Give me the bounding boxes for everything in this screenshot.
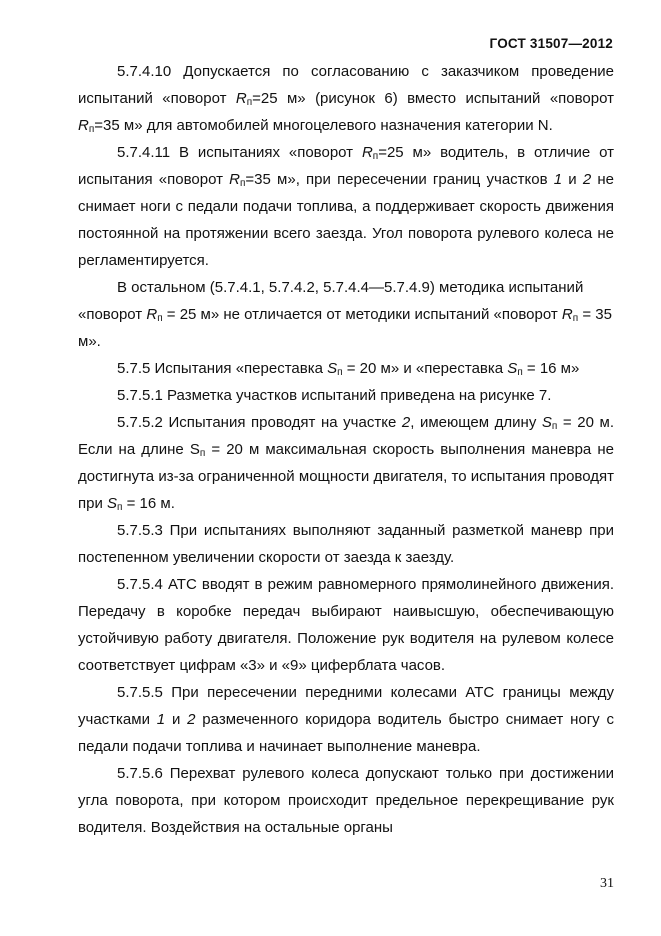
text-run: 5.7.4.10 Допускается по согласованию с заказчиком проведение испытаний «поворот xyxy=(78,63,614,107)
subscript: п xyxy=(88,124,95,135)
italic-text: S xyxy=(327,360,338,377)
italic-text: R xyxy=(561,306,573,323)
paragraph-p-5-7-5-4 xyxy=(78,571,614,679)
text-run: = 20 м максимальная скорость выполнения маневра не достигнута из-за ограниченной мощности двигателя, то испытания проводят при xyxy=(78,441,614,512)
subscript: п xyxy=(240,178,246,189)
text-run: В остальном (5.7.4.1, 5.7.4.2, 5.7.4.4—5.7.4.9) методика испытаний «поворот xyxy=(78,279,584,323)
paragraph-p-5-7-4-11 xyxy=(78,139,614,274)
subscript: п xyxy=(572,313,579,324)
text-run: , имеющем длину xyxy=(410,414,542,431)
text-run: =35 м», при пересечении границ участков xyxy=(245,171,554,188)
italic-text: S xyxy=(507,360,518,377)
text-run: 5.7.5 Испытания «переставка xyxy=(117,360,328,377)
italic-text: 2 xyxy=(187,711,196,728)
text-run: =25 м» водитель, в отличие от испытания «поворот xyxy=(78,144,615,188)
text-run: размеченного коридора водитель быстро снимает ногу с педали подачи топлива и начинает выполнение маневра. xyxy=(78,711,614,755)
text-run: 5.7.5.4 АТС вводят в режим равномерного прямолинейного движения. Передачу в коробке передач выбирают наивысшую, обеспечивающую устойчивую работу двигателя. Положение рук водителя на рулевом колесе соответствует цифрам «3» и «9» циферблата часов. xyxy=(78,576,614,674)
italic-text: R xyxy=(229,171,240,188)
subscript: п xyxy=(246,97,253,108)
italic-text: S xyxy=(541,414,552,431)
subscript: п xyxy=(117,502,123,513)
text-run: = 20 м» и «переставка xyxy=(342,360,508,377)
document-header: ГОСТ 31507—2012 xyxy=(489,36,613,51)
text-run: 5.7.5.3 При испытаниях выполняют заданный разметкой маневр при постепенном увеличении скорости от заезда к заезду. xyxy=(78,522,614,566)
text-run: и xyxy=(165,711,188,728)
subscript: п xyxy=(551,421,558,432)
text-run: 5.7.5.6 Перехват рулевого колеса допускают только при достижении угла поворота, при котором происходит предельное перекрещивание рук водителя. Воздействия на остальные органы xyxy=(78,765,614,836)
text-run: 5.7.5.5 При пересечении передними колесами АТС границы между участками xyxy=(78,684,614,728)
text-run: не снимает ноги с педали подачи топлива, а поддерживает скорость движения постоянной на протяжении всего заезда. Угол поворота рулевого колеса не регламентируется. xyxy=(78,171,615,269)
text-run: =25 м» (рисунок 6) вместо испытаний «поворот xyxy=(252,90,614,107)
italic-text: S xyxy=(107,495,118,512)
text-run: 5.7.5.1 Разметка участков испытаний приведена на рисунке 7. xyxy=(117,387,552,404)
document-body xyxy=(78,58,614,841)
paragraph-p-5-7-5-1 xyxy=(78,382,614,409)
subscript: п xyxy=(372,151,379,162)
text-run: = 16 м. xyxy=(122,495,175,512)
italic-text: R xyxy=(146,306,158,323)
paragraph-p-5-7-5-6 xyxy=(78,760,614,841)
text-run: =35 м» для автомобилей многоцелевого назначения категории N. xyxy=(94,117,553,134)
text-run: = 35 м». xyxy=(78,306,612,350)
subscript: п xyxy=(517,367,523,378)
text-run: и xyxy=(562,171,583,188)
text-run: 5.7.4.11 В испытаниях «поворот xyxy=(117,144,362,161)
text-run: = 25 м» не отличается от методики испытаний «поворот xyxy=(162,306,562,323)
italic-text: R xyxy=(78,117,89,134)
italic-text: R xyxy=(361,144,373,161)
page-number: 31 xyxy=(600,876,614,891)
italic-text: 1 xyxy=(553,171,563,188)
paragraph-p-5-7-5-5 xyxy=(78,679,614,760)
paragraph-p-5-7-4-10 xyxy=(78,58,614,139)
subscript: п xyxy=(199,448,206,459)
subscript: п xyxy=(157,313,163,324)
italic-text: 2 xyxy=(582,171,592,188)
paragraph-p-5-7-5-2 xyxy=(78,409,614,517)
text-run: 5.7.5.2 Испытания проводят на участке xyxy=(117,414,402,431)
subscript: п xyxy=(337,367,343,378)
paragraph-p-5-7-5 xyxy=(78,355,614,382)
paragraph-p-otherwise xyxy=(78,274,614,355)
text-run: = 20 м. Если на длине S xyxy=(78,414,614,458)
paragraph-p-5-7-5-3 xyxy=(78,517,614,571)
italic-text: R xyxy=(235,90,247,107)
italic-text: 2 xyxy=(401,414,411,431)
text-run: = 16 м» xyxy=(522,360,580,377)
italic-text: 1 xyxy=(156,711,166,728)
